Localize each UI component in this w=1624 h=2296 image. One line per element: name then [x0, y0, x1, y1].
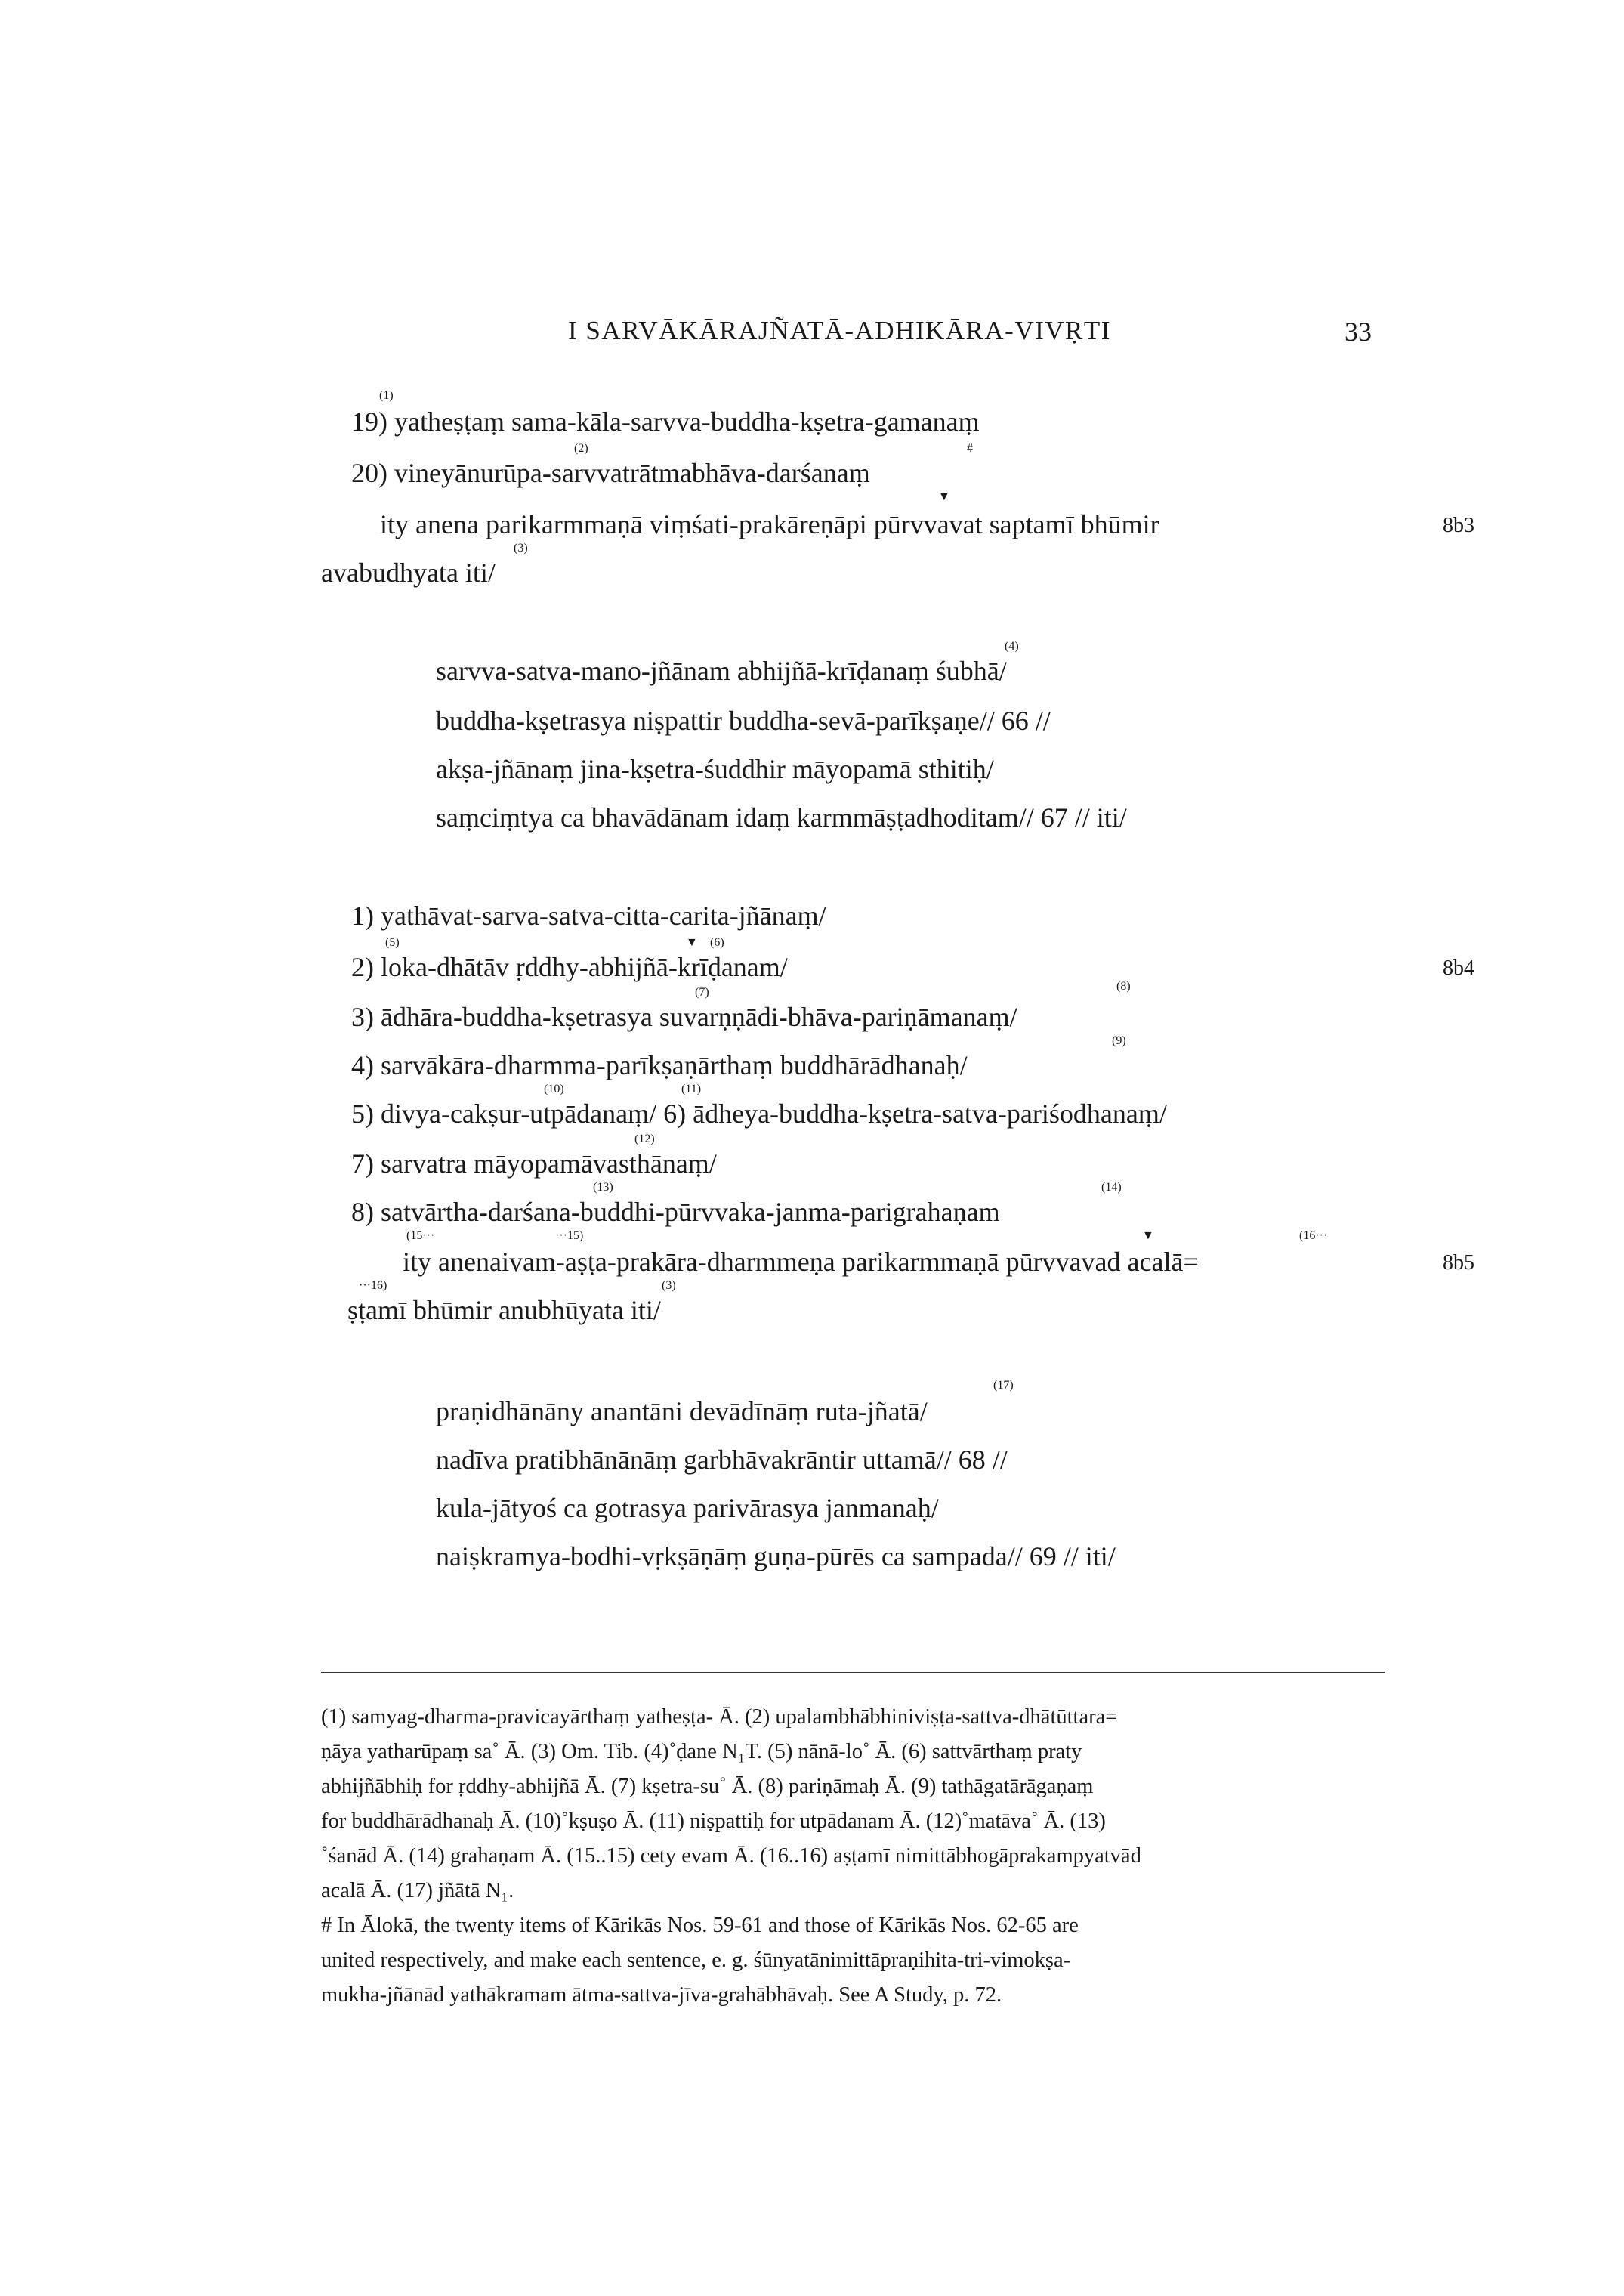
note-marker: (6) — [710, 936, 724, 949]
footnote-line: acalā Ā. (17) jñātā N₁. — [321, 1879, 514, 1902]
note-marker: (9) — [1112, 1034, 1126, 1047]
verse-line: nadīva pratibhānānāṃ garbhāvakrāntir uttamā// 68 // — [436, 1445, 1008, 1475]
list-item-7: 7) sarvatra māyopamāvasthānaṃ/ — [351, 1148, 717, 1179]
note-marker: (10) — [544, 1083, 564, 1095]
verse-line: buddha-kṣetrasya niṣpattir buddha-sevā-parīkṣaṇe// 66 // — [436, 706, 1051, 736]
note-marker: (7) — [695, 986, 709, 999]
margin-reference: 8b5 — [1443, 1251, 1474, 1275]
margin-reference: 8b3 — [1443, 514, 1474, 537]
note-marker: (11) — [681, 1083, 702, 1095]
footnote-line: ṇāya yatharūpaṃ sa˚ Ā. (3) Om. Tib. (4)˚ḍane N₁T. (5) nānā-lo˚ Ā. (6) sattvārthaṃ praty — [321, 1740, 1082, 1763]
verse-line: saṃciṃtya ca bhavādānam idaṃ karmmāṣṭadhoditam// 67 // iti/ — [436, 802, 1127, 833]
footnote-line: # In Ālokā, the twenty items of Kārikās Nos. 59-61 and those of Kārikās Nos. 62-65 are — [321, 1914, 1079, 1937]
footnote-line: for buddhārādhanaḥ Ā. (10)˚kṣuṣo Ā. (11) niṣpattiḥ for utpādanam Ā. (12)˚matāva˚ Ā. (13) — [321, 1809, 1106, 1833]
list-item-4: 4) sarvākāra-dharmma-parīkṣaṇārthaṃ buddhārādhanaḥ/ — [351, 1050, 968, 1080]
paragraph-line: ity anena parikarmmaṇā viṃśati-prakāreṇāpi pūrvvavat saptamī bhūmir — [380, 509, 1159, 539]
note-marker: (12) — [634, 1133, 655, 1145]
footnote-line: united respectively, and make each sentence, e. g. śūnyatānimittāpraṇihita-tri-vimokṣa- — [321, 1948, 1071, 1972]
list-item-1: 1) yathāvat-sarva-satva-citta-carita-jñānaṃ/ — [351, 901, 826, 931]
note-marker: (13) — [593, 1181, 613, 1194]
triangle-marker: ▼ — [1142, 1229, 1154, 1242]
verse-line: sarvva-satva-mano-jñānam abhijñā-krīḍanaṃ śubhā/ — [436, 656, 1007, 686]
note-marker: (14) — [1101, 1181, 1122, 1194]
note-marker: (4) — [1005, 640, 1019, 653]
note-marker: (17) — [993, 1379, 1014, 1392]
paragraph-line: avabudhyata iti/ — [321, 558, 496, 588]
verse-line: akṣa-jñānaṃ jina-kṣetra-śuddhir māyopamā sthitiḥ/ — [436, 754, 994, 784]
note-marker: (15··· — [406, 1229, 435, 1242]
triangle-marker: ▼ — [686, 936, 698, 949]
note-marker: (3) — [514, 542, 528, 555]
note-marker: (16··· — [1299, 1229, 1328, 1242]
margin-reference: 8b4 — [1443, 956, 1474, 980]
note-marker: (2) — [574, 442, 588, 455]
list-item-2: 2) loka-dhātāv ṛddhy-abhijñā-krīḍanam/ — [351, 952, 788, 982]
page-number: 33 — [1345, 317, 1372, 347]
note-marker: (8) — [1116, 980, 1131, 993]
list-item-19: 19) yatheṣṭaṃ sama-kāla-sarvva-buddha-kṣetra-gamanaṃ — [351, 406, 980, 437]
verse-line: naiṣkramya-bodhi-vṛkṣāṇāṃ guṇa-pūrēs ca sampada// 69 // iti/ — [436, 1541, 1116, 1571]
verse-line: praṇidhānāny anantāni devādīnāṃ ruta-jñatā/ — [436, 1396, 928, 1426]
list-item-20: 20) vineyānurūpa-sarvvatrātmabhāva-darśanaṃ — [351, 458, 870, 488]
list-item-5-6: 5) divya-cakṣur-utpādanaṃ/ 6) ādheya-buddha-kṣetra-satva-pariśodhanaṃ/ — [351, 1099, 1167, 1129]
footnote-line: abhijñābhiḥ for ṛddhy-abhijñā Ā. (7) kṣetra-su˚ Ā. (8) pariṇāmaḥ Ā. (9) tathāgatārāgaṇaṃ — [321, 1775, 1094, 1798]
list-item-3: 3) ādhāra-buddha-kṣetrasya suvarṇṇādi-bhāva-pariṇāmanaṃ/ — [351, 1002, 1017, 1032]
footnote-line: ˚śanād Ā. (14) grahaṇam Ā. (15..15) cety evam Ā. (16..16) aṣṭamī nimittābhogāprakampyatvād — [321, 1844, 1141, 1868]
running-header: I SARVĀKĀRAJÑATĀ-ADHIKĀRA-VIVṚTI — [568, 316, 1111, 345]
paragraph-line: ity anenaivam-aṣṭa-prakāra-dharmmeṇa parikarmmaṇā pūrvvavad acalā= — [403, 1247, 1199, 1277]
note-marker: (3) — [662, 1279, 676, 1292]
triangle-marker: ▼ — [938, 490, 950, 503]
footnote-line: mukha-jñānād yathākramam ātma-sattva-jīva-grahābhāvaḥ. See A Study, p. 72. — [321, 1983, 1002, 2007]
footnote-line: (1) samyag-dharma-pravicayārthaṃ yatheṣṭa- Ā. (2) upalambhābhiniviṣṭa-sattva-dhātūttara= — [321, 1705, 1118, 1729]
note-marker: (5) — [385, 936, 400, 949]
note-marker: ···15) — [555, 1229, 584, 1242]
note-marker: # — [967, 442, 973, 455]
footnote-rule — [321, 1672, 1385, 1673]
list-item-8: 8) satvārtha-darśana-buddhi-pūrvvaka-janma-parigrahaṇam — [351, 1197, 1000, 1227]
paragraph-line: ṣṭamī bhūmir anubhūyata iti/ — [347, 1295, 661, 1325]
note-marker: (1) — [379, 389, 394, 402]
note-marker: ···16) — [359, 1279, 387, 1292]
verse-line: kula-jātyoś ca gotrasya parivārasya janmanaḥ/ — [436, 1493, 939, 1523]
